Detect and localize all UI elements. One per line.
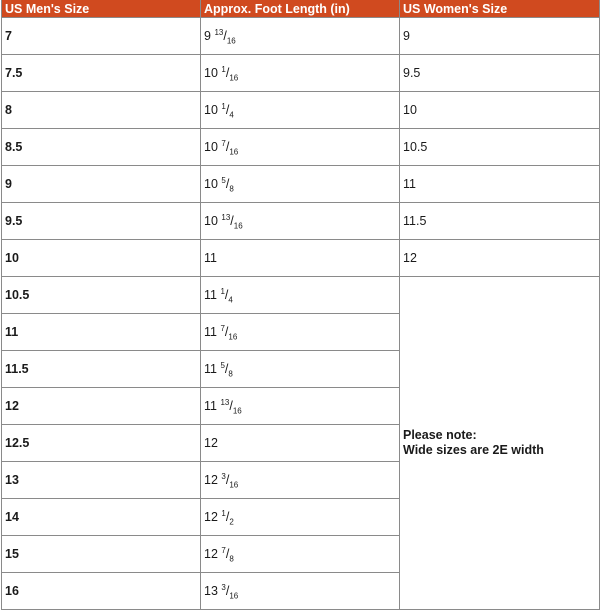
foot-length-fraction bbox=[220, 286, 233, 305]
foot-length-whole: 12 bbox=[204, 436, 218, 450]
foot-length-cell bbox=[201, 55, 400, 92]
size-chart-table bbox=[1, 0, 600, 610]
note-title: Please note: bbox=[403, 428, 477, 442]
foot-length-fraction bbox=[214, 27, 236, 46]
foot-length-cell bbox=[201, 499, 400, 536]
fraction-denominator: 16 bbox=[229, 480, 239, 490]
foot-length-whole: 11 bbox=[204, 288, 217, 302]
header-us-women-size: US Women's Size bbox=[400, 0, 600, 18]
foot-length-fraction bbox=[221, 582, 239, 601]
fraction-slash: / bbox=[223, 29, 227, 43]
foot-length-whole: 10 bbox=[204, 177, 218, 191]
foot-length-fraction bbox=[221, 101, 234, 120]
fraction-denominator: 4 bbox=[229, 110, 234, 120]
table-row bbox=[2, 92, 600, 129]
fraction-numerator: 1 bbox=[221, 101, 226, 111]
fraction-denominator: 8 bbox=[229, 554, 234, 564]
foot-length-cell bbox=[201, 277, 400, 314]
fraction-denominator: 8 bbox=[229, 184, 234, 194]
men-size-cell: 16 bbox=[2, 573, 201, 610]
foot-length-fraction bbox=[221, 64, 239, 83]
fraction-slash: / bbox=[225, 547, 230, 561]
foot-length-fraction bbox=[221, 545, 234, 564]
fraction-numerator: 1 bbox=[220, 286, 225, 296]
men-size-cell: 12 bbox=[2, 388, 201, 425]
men-size-cell: 8 bbox=[2, 92, 201, 129]
foot-length-cell bbox=[201, 240, 400, 277]
fraction-numerator: 1 bbox=[221, 64, 226, 74]
foot-length-fraction bbox=[220, 323, 238, 342]
fraction-denominator: 16 bbox=[233, 221, 243, 231]
fraction-numerator: 7 bbox=[221, 138, 226, 148]
fraction-slash: / bbox=[225, 510, 230, 524]
foot-length-cell bbox=[201, 351, 400, 388]
table-row bbox=[2, 55, 600, 92]
men-size-cell: 8.5 bbox=[2, 129, 201, 166]
foot-length-cell bbox=[201, 18, 400, 55]
foot-length-fraction bbox=[220, 360, 233, 379]
header-foot-length: Approx. Foot Length (in) bbox=[201, 0, 400, 18]
women-size-cell: 10 bbox=[400, 92, 600, 129]
women-size-cell: 11 bbox=[400, 166, 600, 203]
foot-length-cell bbox=[201, 388, 400, 425]
foot-length-cell bbox=[201, 462, 400, 499]
women-size-cell: 11.5 bbox=[400, 203, 600, 240]
fraction-denominator: 16 bbox=[229, 147, 239, 157]
foot-length-fraction bbox=[221, 175, 234, 194]
foot-length-whole: 12 bbox=[204, 547, 218, 561]
fraction-denominator: 8 bbox=[228, 369, 233, 379]
foot-length-fraction bbox=[221, 138, 239, 157]
men-size-cell: 9 bbox=[2, 166, 201, 203]
header-us-men-size: US Men's Size bbox=[2, 0, 201, 18]
fraction-numerator: 7 bbox=[221, 545, 226, 555]
men-size-cell: 12.5 bbox=[2, 425, 201, 462]
fraction-slash: / bbox=[229, 399, 233, 413]
table-row bbox=[2, 18, 600, 55]
fraction-slash: / bbox=[225, 103, 230, 117]
table-row bbox=[2, 129, 600, 166]
foot-length-whole: 10 bbox=[204, 214, 218, 228]
fraction-numerator: 1 bbox=[221, 508, 226, 518]
table-row bbox=[2, 203, 600, 240]
fraction-denominator: 2 bbox=[229, 517, 234, 527]
women-size-cell: 10.5 bbox=[400, 129, 600, 166]
note-text: Wide sizes are 2E width bbox=[403, 443, 544, 457]
foot-length-fraction bbox=[221, 212, 243, 231]
fraction-numerator: 3 bbox=[221, 582, 226, 592]
fraction-slash: / bbox=[225, 66, 230, 80]
foot-length-whole: 10 bbox=[204, 66, 218, 80]
fraction-slash: / bbox=[225, 473, 230, 487]
fraction-denominator: 16 bbox=[228, 332, 238, 342]
fraction-denominator: 16 bbox=[226, 36, 236, 46]
foot-length-cell bbox=[201, 92, 400, 129]
men-size-cell: 15 bbox=[2, 536, 201, 573]
foot-length-cell bbox=[201, 314, 400, 351]
foot-length-cell bbox=[201, 129, 400, 166]
foot-length-whole: 11 bbox=[204, 362, 217, 376]
fraction-numerator: 5 bbox=[220, 360, 225, 370]
foot-length-fraction bbox=[221, 471, 239, 490]
foot-length-whole: 10 bbox=[204, 140, 218, 154]
men-size-cell: 14 bbox=[2, 499, 201, 536]
fraction-numerator: 13 bbox=[221, 212, 231, 222]
table-row bbox=[2, 277, 600, 314]
fraction-denominator: 16 bbox=[229, 73, 239, 83]
fraction-slash: / bbox=[225, 140, 230, 154]
fraction-numerator: 3 bbox=[221, 471, 226, 481]
fraction-slash: / bbox=[230, 214, 234, 228]
fraction-numerator: 13 bbox=[220, 397, 230, 407]
header-row bbox=[2, 0, 600, 18]
men-size-cell: 7 bbox=[2, 18, 201, 55]
fraction-slash: / bbox=[224, 288, 229, 302]
fraction-numerator: 13 bbox=[214, 27, 224, 37]
foot-length-cell bbox=[201, 166, 400, 203]
men-size-cell: 7.5 bbox=[2, 55, 201, 92]
men-size-cell: 9.5 bbox=[2, 203, 201, 240]
foot-length-fraction bbox=[221, 508, 234, 527]
foot-length-fraction bbox=[220, 397, 242, 416]
fraction-slash: / bbox=[225, 177, 230, 191]
table-row bbox=[2, 166, 600, 203]
fraction-denominator: 16 bbox=[229, 591, 239, 601]
foot-length-whole: 10 bbox=[204, 103, 218, 117]
foot-length-cell bbox=[201, 536, 400, 573]
men-size-cell: 11 bbox=[2, 314, 201, 351]
foot-length-whole: 11 bbox=[204, 251, 217, 265]
fraction-slash: / bbox=[224, 362, 229, 376]
fraction-slash: / bbox=[224, 325, 229, 339]
women-size-cell: 9 bbox=[400, 18, 600, 55]
fraction-numerator: 5 bbox=[221, 175, 226, 185]
fraction-numerator: 7 bbox=[220, 323, 225, 333]
table-body bbox=[2, 18, 600, 610]
foot-length-whole: 11 bbox=[204, 399, 217, 413]
fraction-denominator: 4 bbox=[228, 295, 233, 305]
foot-length-cell bbox=[201, 573, 400, 610]
foot-length-whole: 13 bbox=[204, 584, 218, 598]
women-size-cell: 12 bbox=[400, 240, 600, 277]
foot-length-cell bbox=[201, 203, 400, 240]
men-size-cell: 10.5 bbox=[2, 277, 201, 314]
men-size-cell: 13 bbox=[2, 462, 201, 499]
fraction-slash: / bbox=[225, 584, 230, 598]
foot-length-whole: 12 bbox=[204, 510, 218, 524]
table-row bbox=[2, 240, 600, 277]
wide-size-note bbox=[400, 277, 600, 610]
fraction-denominator: 16 bbox=[232, 406, 242, 416]
men-size-cell: 11.5 bbox=[2, 351, 201, 388]
women-size-cell: 9.5 bbox=[400, 55, 600, 92]
foot-length-cell bbox=[201, 425, 400, 462]
foot-length-whole: 11 bbox=[204, 325, 217, 339]
men-size-cell: 10 bbox=[2, 240, 201, 277]
foot-length-whole: 12 bbox=[204, 473, 218, 487]
foot-length-whole: 9 bbox=[204, 29, 211, 43]
